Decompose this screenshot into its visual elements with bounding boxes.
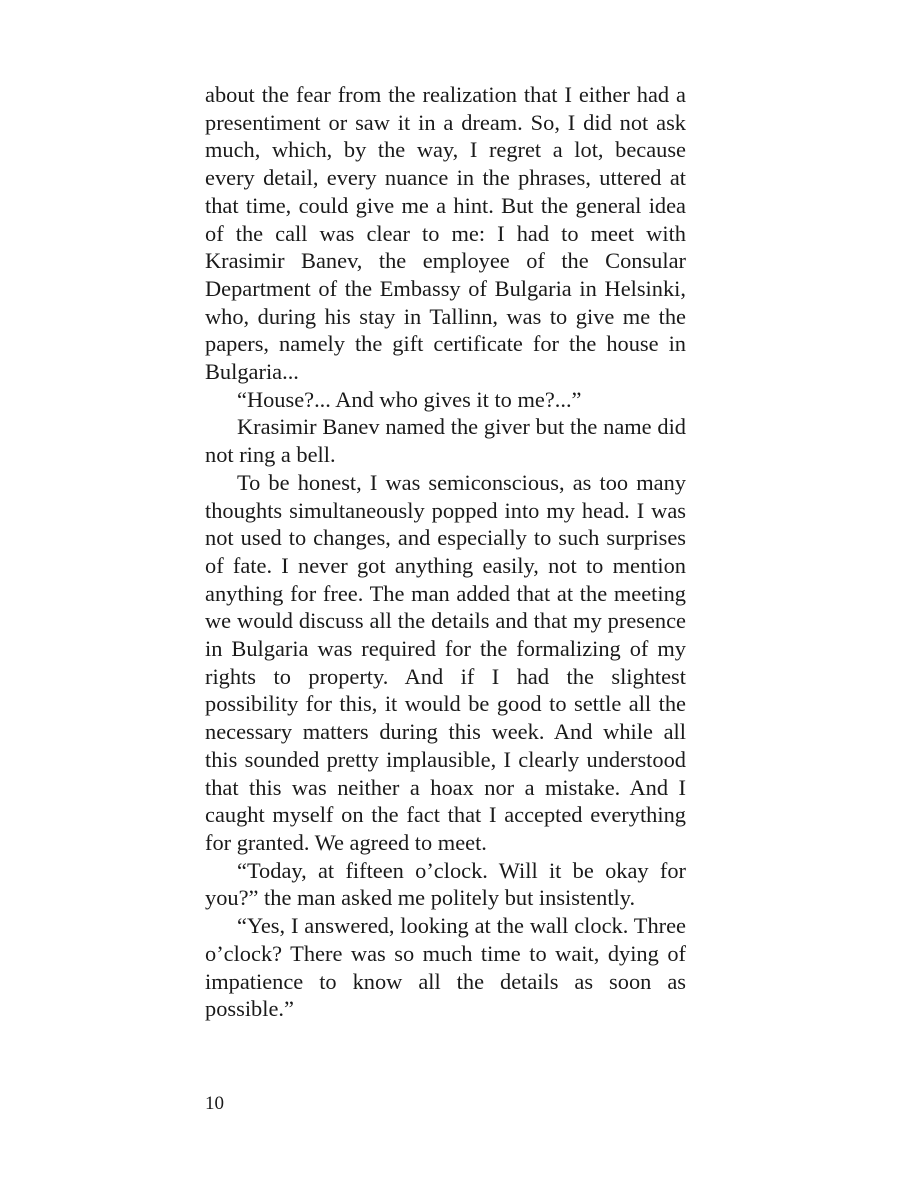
paragraph-giver: Krasimir Banev named the giver but the name did not ring a bell.	[205, 414, 686, 468]
paragraph-dialogue-today: “Today, at fifteen o’clock. Will it be okay for you?” the man asked me politely but insistently.	[205, 857, 686, 911]
paragraph-dialogue-yes: “Yes, I answered, looking at the wall clock. Three o’clock? There was so much time to wait, dying of impatience to know all the details as soon as possible.”	[205, 913, 686, 1022]
paragraph-semiconscious: To be honest, I was semiconscious, as too many thoughts simultaneously popped into my head. I was not used to changes, and especially to such surprises of fate. I never got anything easily, not to mention anything for free. The man added that at the meeting we would discuss all the details and that my presence in Bulgaria was required for the formalizing of my rights to property. And if I had the slightest possibility for this, it would be good to settle all the necessary matters during this week. And while all this sounded pretty implausible, I clearly understood that this was neither a hoax nor a mistake. And I caught myself on the fact that I accepted everything for granted. We agreed to meet.	[205, 469, 686, 855]
paragraph-dialogue-house: “House?... And who gives it to me?...”	[237, 386, 582, 412]
body-text	[205, 81, 686, 1023]
page-number: 10	[205, 1093, 224, 1114]
paragraph-continuation: about the fear from the realization that I either had a presentiment or saw it in a dream. So, I did not ask much, which, by the way, I regret a lot, because every detail, every nuance in the phrases, uttered at that time, could give me a hint. But the general idea of the call was clear to me: I had to meet with Krasimir Banev, the employee of the Consular Department of the Embassy of Bulgaria in Helsinki, who, during his stay in Tallinn, was to give me the papers, namely the gift certificate for the house in Bulgaria...	[205, 82, 686, 385]
